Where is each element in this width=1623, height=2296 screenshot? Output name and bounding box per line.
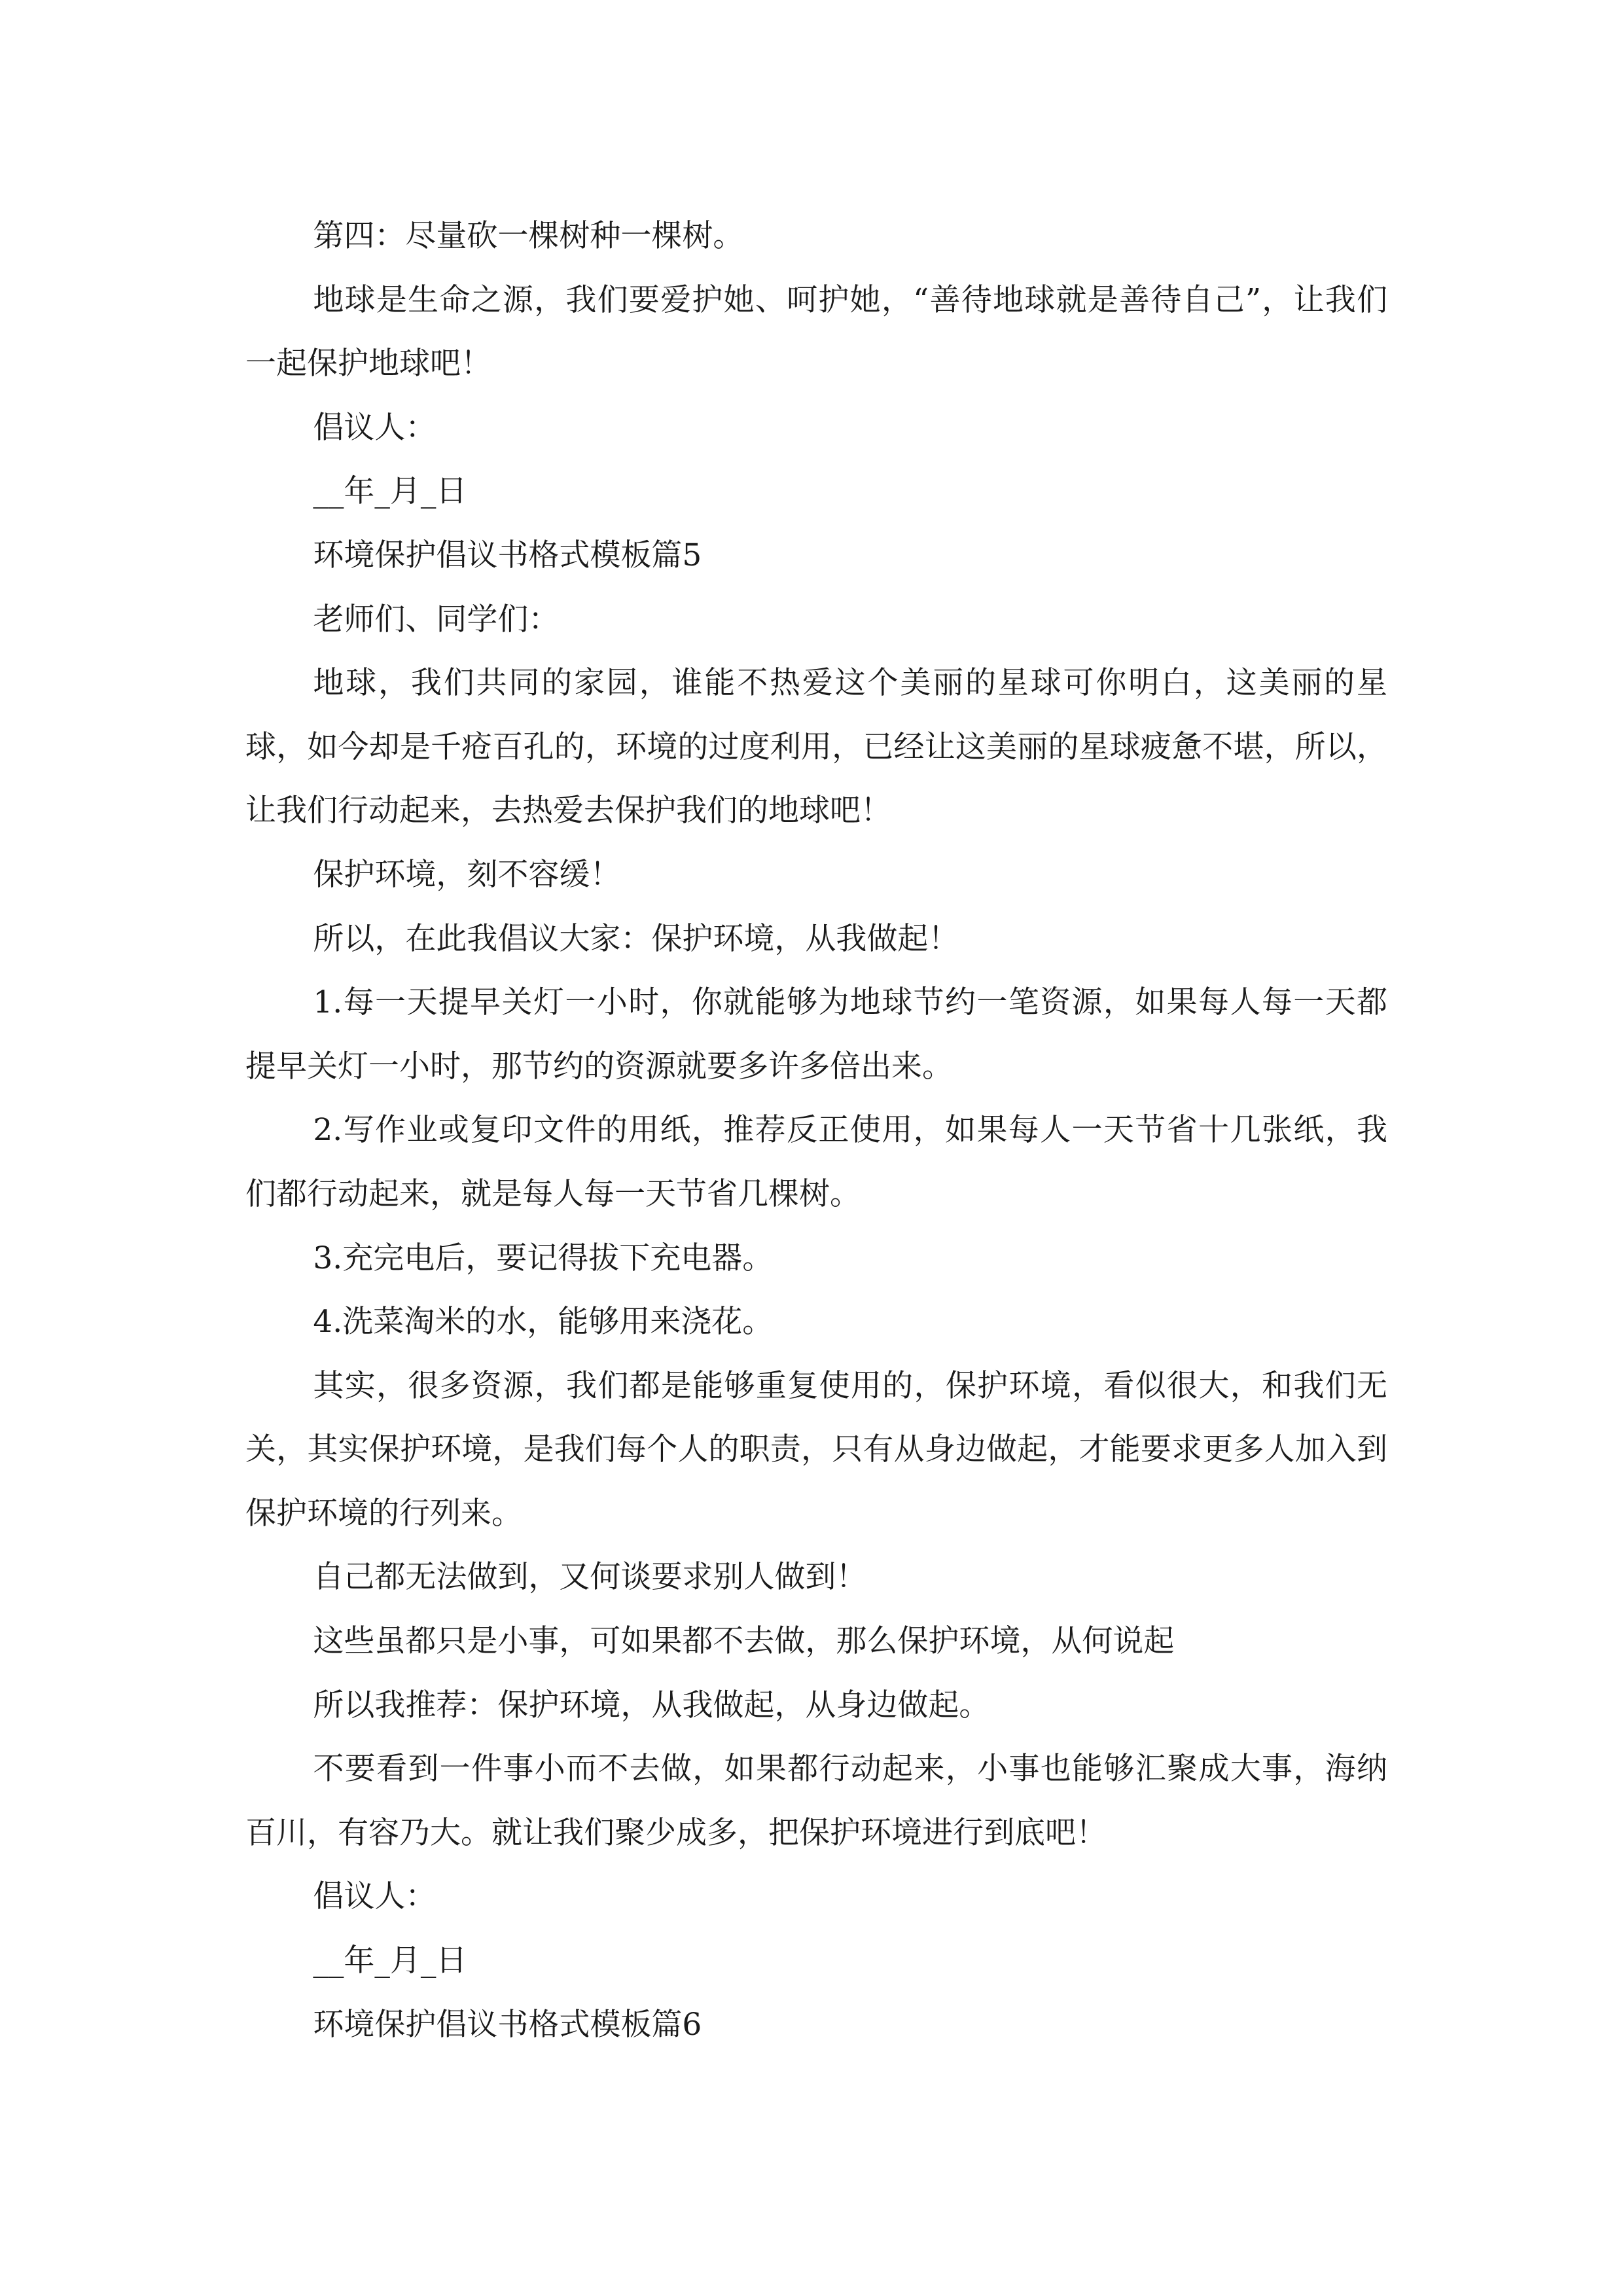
document-body — [245, 204, 1387, 2056]
date-line-2: __年_月_日 — [313, 1943, 467, 1979]
list-item-4: 4.洗菜淘米的水，能够用来浇花。 — [313, 1304, 774, 1340]
date-line: __年_月_日 — [313, 473, 467, 510]
salutation: 老师们、同学们： — [313, 601, 560, 637]
section-title-5: 环境保护倡议书格式模板篇5 — [313, 537, 702, 573]
list-item-1: 1.每一天提早关灯一小时，你就能够为地球节约一笔资源，如果每人每一天都提早关灯一小时，那节约的资源就要多许多倍出来。 — [245, 984, 1387, 1085]
paragraph-self: 自己都无法做到，又何谈要求别人做到！ — [313, 1559, 867, 1596]
paragraph-conclusion: 不要看到一件事小而不去做，如果都行动起来，小事也能够汇聚成大事，海纳百川，有容乃大。就让我们聚少成多，把保护环境进行到底吧！ — [245, 1751, 1387, 1851]
list-item-3: 3.充完电后，要记得拔下充电器。 — [313, 1240, 774, 1276]
section-title-6: 环境保护倡议书格式模板篇6 — [313, 2006, 702, 2043]
paragraph-small-things: 这些虽都只是小事，可如果都不去做，那么保护环境，从何说起 — [313, 1623, 1175, 1660]
paragraph-earth-home: 地球，我们共同的家园，谁能不热爱这个美丽的星球可你明白，这美丽的星球，如今却是千疮百孔的，环境的过度利用，已经让这美丽的星球疲惫不堪，所以，让我们行动起来，去热爱去保护我们的地球吧！ — [245, 665, 1387, 829]
initiator-label-2: 倡议人： — [313, 1878, 437, 1915]
paragraph-reuse: 其实，很多资源，我们都是能够重复使用的，保护环境，看似很大，和我们无关，其实保护环境，是我们每个人的职责，只有从身边做起，才能要求更多人加入到保护环境的行列来。 — [245, 1367, 1387, 1532]
paragraph-proposal: 所以，在此我倡议大家：保护环境，从我做起！ — [313, 920, 959, 957]
initiator-label: 倡议人： — [313, 409, 437, 446]
list-item-2: 2.写作业或复印文件的用纸，推荐反正使用，如果每人一天节省十几张纸，我们都行动起来，就是每人每一天节省几棵树。 — [245, 1112, 1387, 1212]
paragraph-protect-earth: 地球是生命之源，我们要爱护她、呵护她，“善待地球就是善待自己”，让我们一起保护地球吧！ — [245, 281, 1387, 382]
paragraph-step-four: 第四：尽量砍一棵树种一棵树。 — [313, 218, 744, 254]
paragraph-recommend: 所以我推荐：保护环境，从我做起，从身边做起。 — [313, 1687, 990, 1723]
paragraph-urgent: 保护环境，刻不容缓！ — [313, 856, 621, 893]
